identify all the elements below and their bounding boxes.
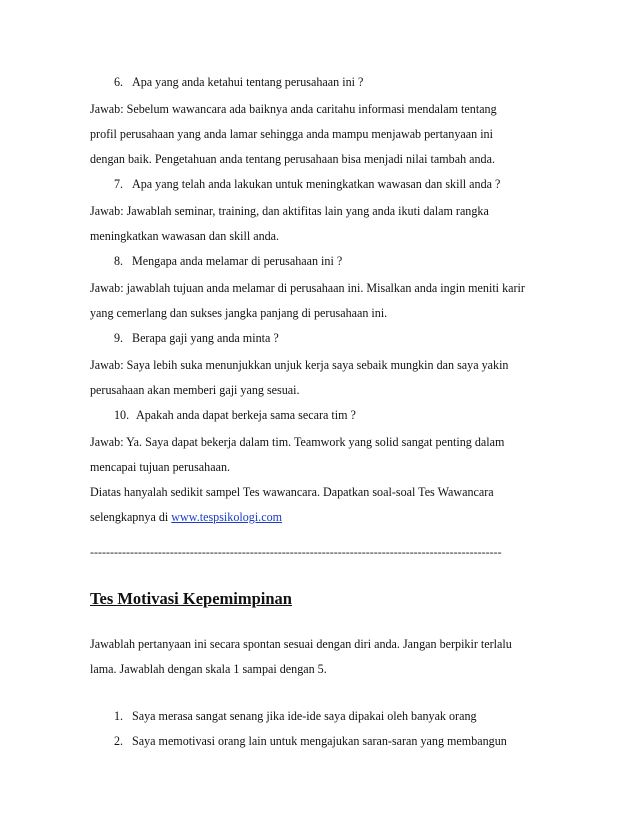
closing-line-1: Diatas hanyalah sedikit sampel Tes wawancara. Dapatkan soal-soal Tes Wawancara (90, 485, 494, 499)
question-number: 9. (114, 331, 124, 345)
answer-8-line-2: yang cemerlang dan sukses jangka panjang di perusahaan ini. (90, 306, 388, 320)
item-number: 2. (114, 734, 124, 748)
section-intro-line-2: lama. Jawablah dengan skala 1 sampai dengan 5. (90, 662, 327, 676)
section-title: Tes Motivasi Kepemimpinan (90, 589, 292, 608)
section-intro-line-1: Jawablah pertanyaan ini secara spontan sesuai dengan diri anda. Jangan berpikir terlalu (90, 637, 512, 651)
answer-6-line-1: Jawab: Sebelum wawancara ada baiknya anda caritahu informasi mendalam tentang (90, 102, 497, 116)
question-number: 10. (114, 408, 130, 422)
answer-7-line-2: meningkatkan wawasan dan skill anda. (90, 229, 280, 243)
answer-9-line-1: Jawab: Saya lebih suka menunjukkan unjuk kerja saya sebaik mungkin dan saya yakin (90, 358, 509, 372)
answer-6-line-3: dengan baik. Pengetahuan anda tentang perusahaan bisa menjadi nilai tambah anda. (90, 152, 495, 166)
answer-7-line-1: Jawab: Jawablah seminar, training, dan aktifitas lain yang anda ikuti dalam rangka (90, 204, 489, 218)
answer-9-line-2: perusahaan akan memberi gaji yang sesuai. (90, 383, 300, 397)
answer-6-line-2: profil perusahaan yang anda lamar sehingga anda mampu menjawab pertanyaan ini (90, 127, 493, 141)
item-number: 1. (114, 709, 124, 723)
question-9 (114, 330, 279, 346)
question-10 (114, 407, 356, 423)
question-number: 7. (114, 177, 124, 191)
question-text: Berapa gaji yang anda minta ? (132, 331, 279, 345)
question-text: Apakah anda dapat berkeja sama secara tim ? (136, 408, 356, 422)
question-number: 6. (114, 75, 124, 89)
question-text: Apa yang anda ketahui tentang perusahaan ini ? (132, 75, 364, 89)
question-7 (114, 176, 500, 192)
answer-10-line-1: Jawab: Ya. Saya dapat bekerja dalam tim. Teamwork yang solid sangat penting dalam (90, 435, 505, 449)
item-text: Saya merasa sangat senang jika ide-ide saya dipakai oleh banyak orang (132, 709, 477, 723)
question-number: 8. (114, 254, 124, 268)
tespsikologi-link[interactable]: www.tespsikologi.com (171, 510, 283, 524)
closing-line-2 (90, 509, 282, 525)
closing-prefix: selengkapnya di (90, 510, 172, 524)
answer-10-line-2: mencapai tujuan perusahaan. (90, 460, 231, 474)
question-text: Mengapa anda melamar di perusahaan ini ? (132, 254, 343, 268)
answer-8-line-1: Jawab: jawablah tujuan anda melamar di perusahaan ini. Misalkan anda ingin meniti karir (90, 281, 525, 295)
dashed-divider: ------------------------------------------------------------------------------------------------------- (90, 545, 502, 559)
question-text: Apa yang telah anda lakukan untuk meningkatkan wawasan dan skill anda ? (132, 177, 501, 191)
list-item (114, 708, 477, 724)
question-8 (114, 253, 342, 269)
list-item (114, 733, 507, 749)
item-text: Saya memotivasi orang lain untuk mengajukan saran-saran yang membangun (132, 734, 507, 748)
question-6 (114, 74, 363, 90)
